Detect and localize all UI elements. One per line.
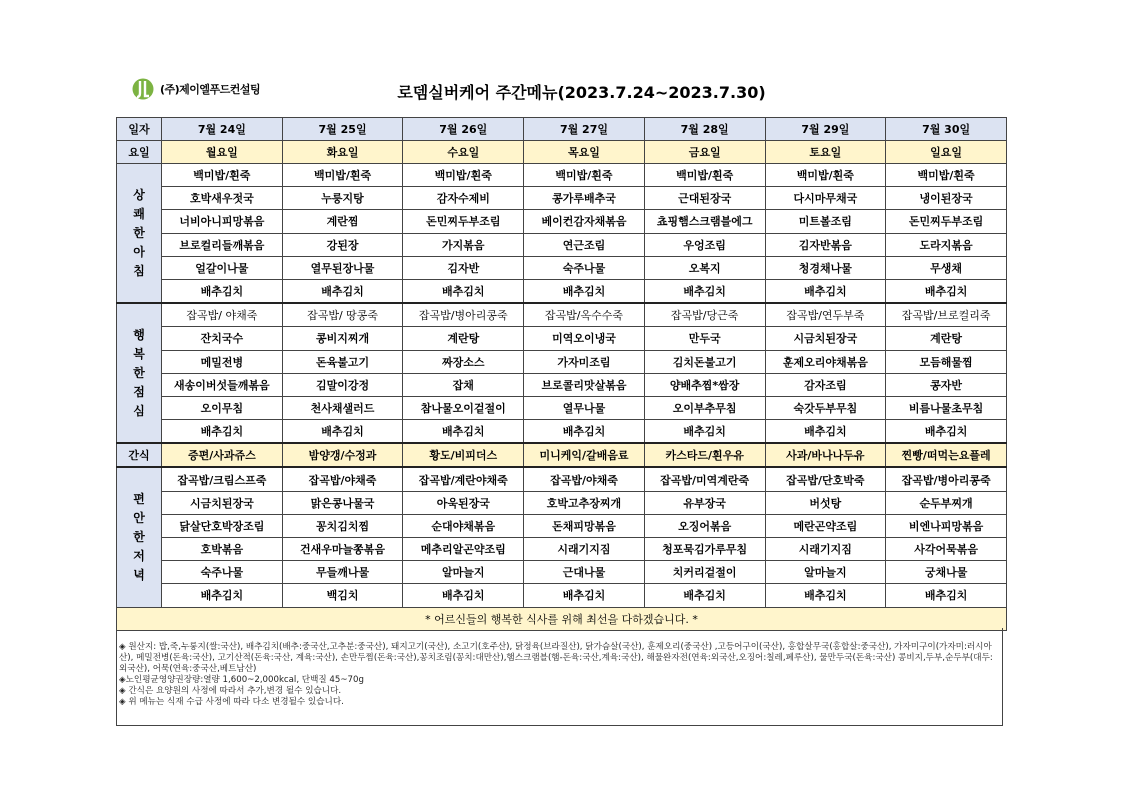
breakfast-menu-item: 무생채 [886, 256, 1007, 279]
lunch-menu-item: 콩비지찌개 [282, 327, 403, 350]
dinner-menu-item: 시금치된장국 [162, 491, 283, 514]
breakfast-menu-item: 김자반볶음 [765, 233, 886, 256]
dinner-menu-item: 배추김치 [644, 584, 765, 607]
dinner-menu-item: 치커리겉절이 [644, 561, 765, 584]
dinner-menu-item: 배추김치 [162, 584, 283, 607]
breakfast-menu-item: 연근조림 [524, 233, 645, 256]
dinner-menu-item: 알마늘지 [765, 561, 886, 584]
dinner-menu-item: 호박고추장찌개 [524, 491, 645, 514]
dinner-menu-item: 백김치 [282, 584, 403, 607]
breakfast-menu-item: 오복지 [644, 256, 765, 279]
breakfast-menu-item: 배추김치 [282, 279, 403, 303]
breakfast-menu-item: 배추김치 [524, 279, 645, 303]
breakfast-menu-item: 배추김치 [403, 279, 524, 303]
snack-item: 증편/사과쥬스 [162, 443, 283, 467]
breakfast-menu-item: 백미밥/흰죽 [403, 164, 524, 187]
dinner-menu-item: 배추김치 [886, 584, 1007, 607]
dinner-menu-item: 잡곡밥/미역계란죽 [644, 467, 765, 491]
dinner-menu-item: 잡곡밥/단호박죽 [765, 467, 886, 491]
breakfast-menu-item: 브로컬리들깨볶음 [162, 233, 283, 256]
breakfast-menu-item: 콩가루배추국 [524, 187, 645, 210]
weekday-label: 요일 [117, 141, 162, 164]
page-title: 로뎀실버케어 주간메뉴(2023.7.24~2023.7.30) [397, 83, 766, 102]
lunch-menu-item: 배추김치 [524, 420, 645, 444]
breakfast-section-label: 상 쾌 한 아 침 [117, 164, 162, 304]
weekday-cell: 목요일 [524, 141, 645, 164]
dinner-menu-item: 메추리알곤약조림 [403, 538, 524, 561]
lunch-menu-item: 오이부추무침 [644, 396, 765, 419]
snack-item: 찐빵/떠먹는요플레 [886, 443, 1007, 467]
breakfast-menu-item: 쵸핑햄스크램블에그 [644, 210, 765, 233]
lunch-menu-item: 오이무침 [162, 396, 283, 419]
footer-notes [116, 628, 1003, 726]
lunch-section-label: 행 복 한 점 심 [117, 303, 162, 443]
dinner-menu-item: 오징어볶음 [644, 514, 765, 537]
lunch-menu-item: 잡곡밥/브로컬리죽 [886, 303, 1007, 327]
footer-snack-note: ◈ 간식은 요양원의 사정에 따라서 추가,변경 될수 있습니다. [119, 686, 342, 696]
breakfast-menu-item: 배추김치 [765, 279, 886, 303]
date-cell: 7월 26일 [403, 118, 524, 141]
company-name: (주)제이엘푸드컨설팅 [160, 83, 261, 96]
dinner-menu-item: 유부장국 [644, 491, 765, 514]
lunch-menu-item: 계란탕 [403, 327, 524, 350]
dinner-menu-item: 배추김치 [765, 584, 886, 607]
lunch-menu-item: 배추김치 [886, 420, 1007, 444]
dinner-menu-item: 닭살단호박장조림 [162, 514, 283, 537]
weekday-cell: 토요일 [765, 141, 886, 164]
breakfast-menu-item: 베이컨감자채볶음 [524, 210, 645, 233]
dinner-menu-item: 배추김치 [524, 584, 645, 607]
breakfast-menu-item: 배추김치 [886, 279, 1007, 303]
weekday-cell: 금요일 [644, 141, 765, 164]
breakfast-menu-item: 계란찜 [282, 210, 403, 233]
dinner-menu-item: 순대야채볶음 [403, 514, 524, 537]
date-cell: 7월 28일 [644, 118, 765, 141]
snack-item: 황도/비피더스 [403, 443, 524, 467]
lunch-menu-item: 잡곡밥/ 땅콩죽 [282, 303, 403, 327]
dinner-menu-item: 아욱된장국 [403, 491, 524, 514]
breakfast-menu-item: 다시마무채국 [765, 187, 886, 210]
breakfast-menu-item: 백미밥/흰죽 [524, 164, 645, 187]
lunch-menu-item: 만두국 [644, 327, 765, 350]
dinner-menu-item: 잡곡밥/계란야채죽 [403, 467, 524, 491]
lunch-menu-item: 감자조림 [765, 373, 886, 396]
closing-note: * 어르신들의 행복한 식사를 위해 최선을 다하겠습니다. * [117, 607, 1007, 630]
breakfast-menu-item: 배추김치 [162, 279, 283, 303]
dinner-menu-item: 맑은콩나물국 [282, 491, 403, 514]
lunch-menu-item: 참나물오이겉절이 [403, 396, 524, 419]
lunch-menu-item: 배추김치 [644, 420, 765, 444]
lunch-menu-item: 배추김치 [282, 420, 403, 444]
breakfast-menu-item: 너비아니피망볶음 [162, 210, 283, 233]
lunch-menu-item: 돈육불고기 [282, 350, 403, 373]
date-cell: 7월 29일 [765, 118, 886, 141]
dinner-menu-item: 돈채피망볶음 [524, 514, 645, 537]
dinner-menu-item: 잡곡밥/병아리콩죽 [886, 467, 1007, 491]
lunch-menu-item: 콩자반 [886, 373, 1007, 396]
dinner-menu-item: 버섯탕 [765, 491, 886, 514]
lunch-menu-item: 양배추찜*쌈장 [644, 373, 765, 396]
dinner-menu-item: 사각어묵볶음 [886, 538, 1007, 561]
lunch-menu-item: 메밀전병 [162, 350, 283, 373]
date-cell: 7월 24일 [162, 118, 283, 141]
lunch-menu-item: 잡곡밥/옥수수죽 [524, 303, 645, 327]
snack-label: 간식 [117, 443, 162, 467]
lunch-menu-item: 김치돈불고기 [644, 350, 765, 373]
breakfast-menu-item: 강된장 [282, 233, 403, 256]
lunch-menu-item: 미역오이냉국 [524, 327, 645, 350]
lunch-menu-item: 비름나물초무침 [886, 396, 1007, 419]
lunch-menu-item: 숙갓두부무침 [765, 396, 886, 419]
breakfast-menu-item: 백미밥/흰죽 [765, 164, 886, 187]
lunch-menu-item: 열무나물 [524, 396, 645, 419]
breakfast-menu-item: 냉이된장국 [886, 187, 1007, 210]
dinner-menu-item: 알마늘지 [403, 561, 524, 584]
breakfast-menu-item: 호박새우젓국 [162, 187, 283, 210]
lunch-menu-item: 훈제오리야채볶음 [765, 350, 886, 373]
footer-change-note: ◈ 위 메뉴는 식재 수급 사정에 따라 다소 변경될수 있습니다. [119, 697, 344, 707]
lunch-menu-item: 천사채샐러드 [282, 396, 403, 419]
breakfast-menu-item: 열무된장나물 [282, 256, 403, 279]
lunch-menu-item: 잡곡밥/당근죽 [644, 303, 765, 327]
lunch-menu-item: 배추김치 [765, 420, 886, 444]
lunch-menu-item: 배추김치 [403, 420, 524, 444]
date-cell: 7월 27일 [524, 118, 645, 141]
lunch-menu-item: 브로콜리맛살볶음 [524, 373, 645, 396]
lunch-menu-item: 잡곡밥/연두부죽 [765, 303, 886, 327]
breakfast-menu-item: 미트볼조림 [765, 210, 886, 233]
breakfast-menu-item: 숙주나물 [524, 256, 645, 279]
lunch-menu-item: 잡곡밥/병아리콩죽 [403, 303, 524, 327]
snack-item: 밤양갱/수정과 [282, 443, 403, 467]
date-cell: 7월 30일 [886, 118, 1007, 141]
lunch-menu-item: 배추김치 [162, 420, 283, 444]
dinner-menu-item: 숙주나물 [162, 561, 283, 584]
snack-item: 사과/바나나두유 [765, 443, 886, 467]
dinner-menu-item: 호박볶음 [162, 538, 283, 561]
dinner-menu-item: 배추김치 [403, 584, 524, 607]
weekday-cell: 화요일 [282, 141, 403, 164]
date-cell: 7월 25일 [282, 118, 403, 141]
dinner-menu-item: 시래기지짐 [765, 538, 886, 561]
dinner-menu-item: 잡곡밥/크림스프죽 [162, 467, 283, 491]
lunch-menu-item: 계란탕 [886, 327, 1007, 350]
breakfast-menu-item: 돈민찌두부조림 [403, 210, 524, 233]
breakfast-menu-item: 백미밥/흰죽 [282, 164, 403, 187]
weekday-cell: 일요일 [886, 141, 1007, 164]
breakfast-menu-item: 얼갈이나물 [162, 256, 283, 279]
dinner-menu-item: 시래기지짐 [524, 538, 645, 561]
breakfast-menu-item: 가지볶음 [403, 233, 524, 256]
dinner-menu-item: 메란곤약조림 [765, 514, 886, 537]
footer-nutrition: ◈노인평균영양권장량:열량 1,600~2,000kcal, 단백질 45~70g [119, 675, 364, 685]
dinner-menu-item: 순두부찌개 [886, 491, 1007, 514]
lunch-menu-item: 짜장소스 [403, 350, 524, 373]
breakfast-menu-item: 백미밥/흰죽 [644, 164, 765, 187]
breakfast-menu-item: 누룽지탕 [282, 187, 403, 210]
breakfast-menu-item: 도라지볶음 [886, 233, 1007, 256]
lunch-menu-item: 김말이강정 [282, 373, 403, 396]
dinner-menu-item: 잡곡밥/야채죽 [524, 467, 645, 491]
lunch-menu-item: 가자미조림 [524, 350, 645, 373]
breakfast-menu-item: 우엉조림 [644, 233, 765, 256]
date-label: 일자 [117, 118, 162, 141]
dinner-menu-item: 건새우마늘쫑볶음 [282, 538, 403, 561]
weekday-cell: 수요일 [403, 141, 524, 164]
breakfast-menu-item: 배추김치 [644, 279, 765, 303]
breakfast-menu-item: 감자수제비 [403, 187, 524, 210]
lunch-menu-item: 시금치된장국 [765, 327, 886, 350]
lunch-menu-item: 모듬해물찜 [886, 350, 1007, 373]
footer-origin: ◈ 원산지: 밥,죽,누룽지(쌀:국산), 배추김치(배추:중국산,고추분:중국산), 돼지고기(국산), 소고기(호주산), 닭정육(브라질산), 닭가슴살(국산), 훈제오리(중국산) ,고등어구이(국산), 홍합살무국(홍합살:중국산), 가자미구이(가자미:러시아산), 메밀전병(돈육:국산), 고기산적(돈육:국산, 계육:국산), 손만두찜(돈육:국산),꽁치조림(꽁치:대만산),햄스크램블(햄-돈육:국산,계육:국산), 해물완자전(연육:외국산,오징어:칠레,페루산), 물만두국(돈육:국산) 콩비지,두부,순두부(대두:외국산), 어묵(연육:중국산,베트남산) [119, 642, 993, 674]
breakfast-menu-item: 백미밥/흰죽 [162, 164, 283, 187]
weekly-menu-table [116, 117, 1007, 631]
breakfast-menu-item: 백미밥/흰죽 [886, 164, 1007, 187]
weekday-cell: 월요일 [162, 141, 283, 164]
snack-item: 미니케익/갈배음료 [524, 443, 645, 467]
dinner-menu-item: 꽁치김치찜 [282, 514, 403, 537]
breakfast-menu-item: 김자반 [403, 256, 524, 279]
breakfast-menu-item: 청경채나물 [765, 256, 886, 279]
lunch-menu-item: 잔치국수 [162, 327, 283, 350]
dinner-menu-item: 근대나물 [524, 561, 645, 584]
dinner-menu-item: 무들깨나물 [282, 561, 403, 584]
lunch-menu-item: 잡채 [403, 373, 524, 396]
dinner-menu-item: 잡곡밥/야채죽 [282, 467, 403, 491]
dinner-menu-item: 궁채나물 [886, 561, 1007, 584]
breakfast-menu-item: 돈민찌두부조림 [886, 210, 1007, 233]
breakfast-menu-item: 근대된장국 [644, 187, 765, 210]
lunch-menu-item: 새송이버섯들깨볶음 [162, 373, 283, 396]
dinner-section-label: 편 안 한 저 녁 [117, 467, 162, 607]
dinner-menu-item: 비엔나피망볶음 [886, 514, 1007, 537]
lunch-menu-item: 잡곡밥/ 야채죽 [162, 303, 283, 327]
dinner-menu-item: 청포묵김가루무침 [644, 538, 765, 561]
snack-item: 카스타드/흰우유 [644, 443, 765, 467]
